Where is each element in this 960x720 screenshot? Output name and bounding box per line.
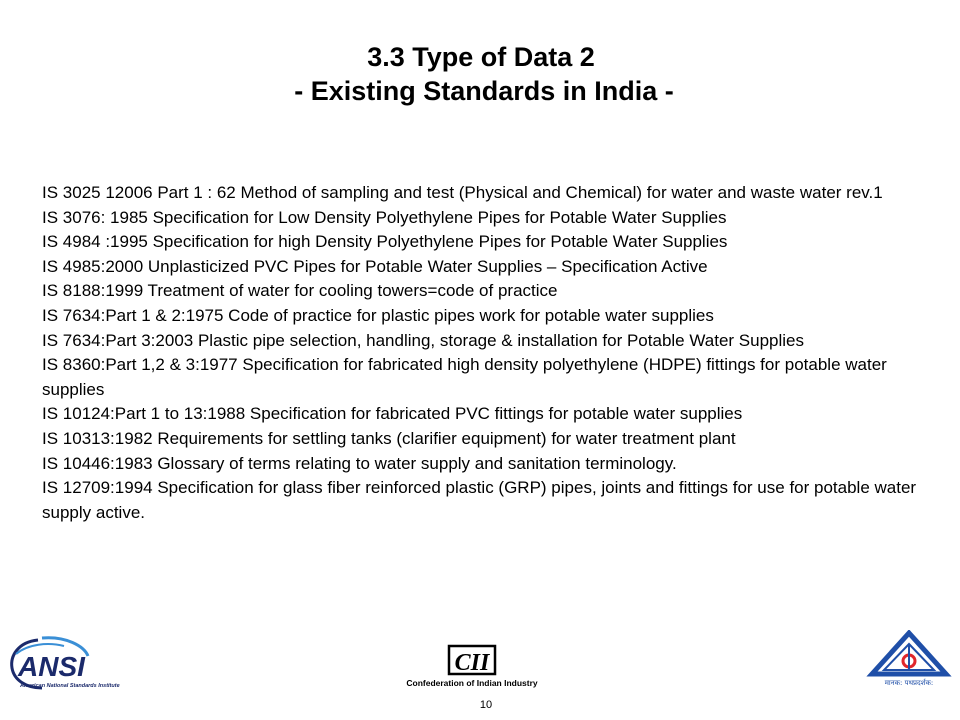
cii-logo-text: CII [454,650,490,676]
title-line-1: 3.3 Type of Data 2 [367,42,595,72]
standards-list [42,181,942,525]
list-item: IS 7634:Part 1 & 2:1975 Code of practice for plastic pipes work for potable water supplies [42,305,714,325]
list-item: IS 8360:Part 1,2 & 3:1977 Specification for fabricated high density polyethylene (HDPE) fittings for potable water supplies [42,355,887,399]
ansi-logo-text: ANSI [18,651,85,682]
bis-logo-icon [866,630,952,688]
ansi-logo-subtext: American National Standards Institute [20,683,120,689]
list-item: IS 3025 12006 Part 1 : 62 Method of sampling and test (Physical and Chemical) for water and waste water rev.1 [42,183,883,202]
title-line-2: - Existing Standards in India - [294,76,674,106]
list-item: IS 10124:Part 1 to 13:1988 Specification for fabricated PVC fittings for potable water supplies [42,404,743,424]
cii-logo-caption: Confederation of Indian Industry [406,678,538,688]
list-item: IS 10446:1983 Glossary of terms relating to water supply and sanitation terminology. [42,453,677,473]
ansi-logo-icon [8,634,158,692]
list-item: IS 10313:1982 Requirements for settling tanks (clarifier equipment) for water treatment plant [42,428,736,448]
list-item: IS 4985:2000 Unplasticized PVC Pipes for Potable Water Supplies – Specification Active [42,256,708,276]
list-item: IS 8188:1999 Treatment of water for cooling towers=code of practice [42,281,558,301]
bis-logo-text: मानक: पथप्रदर्शक: [884,679,934,687]
list-item: IS 3076: 1985 Specification for Low Density Polyethylene Pipes for Potable Water Supplies [42,207,727,227]
page-number: 10 [479,699,493,711]
list-item: IS 12709:1994 Specification for glass fiber reinforced plastic (GRP) pipes, joints and fittings for use for potable water supply active. [42,478,917,522]
list-item: IS 7634:Part 3:2003 Plastic pipe selection, handling, storage & installation for Potable Water Supplies [42,330,804,350]
slide-title [0,40,960,108]
cii-logo-icon [392,644,552,690]
list-item: IS 4984 :1995 Specification for high Density Polyethylene Pipes for Potable Water Supplies [42,232,728,252]
